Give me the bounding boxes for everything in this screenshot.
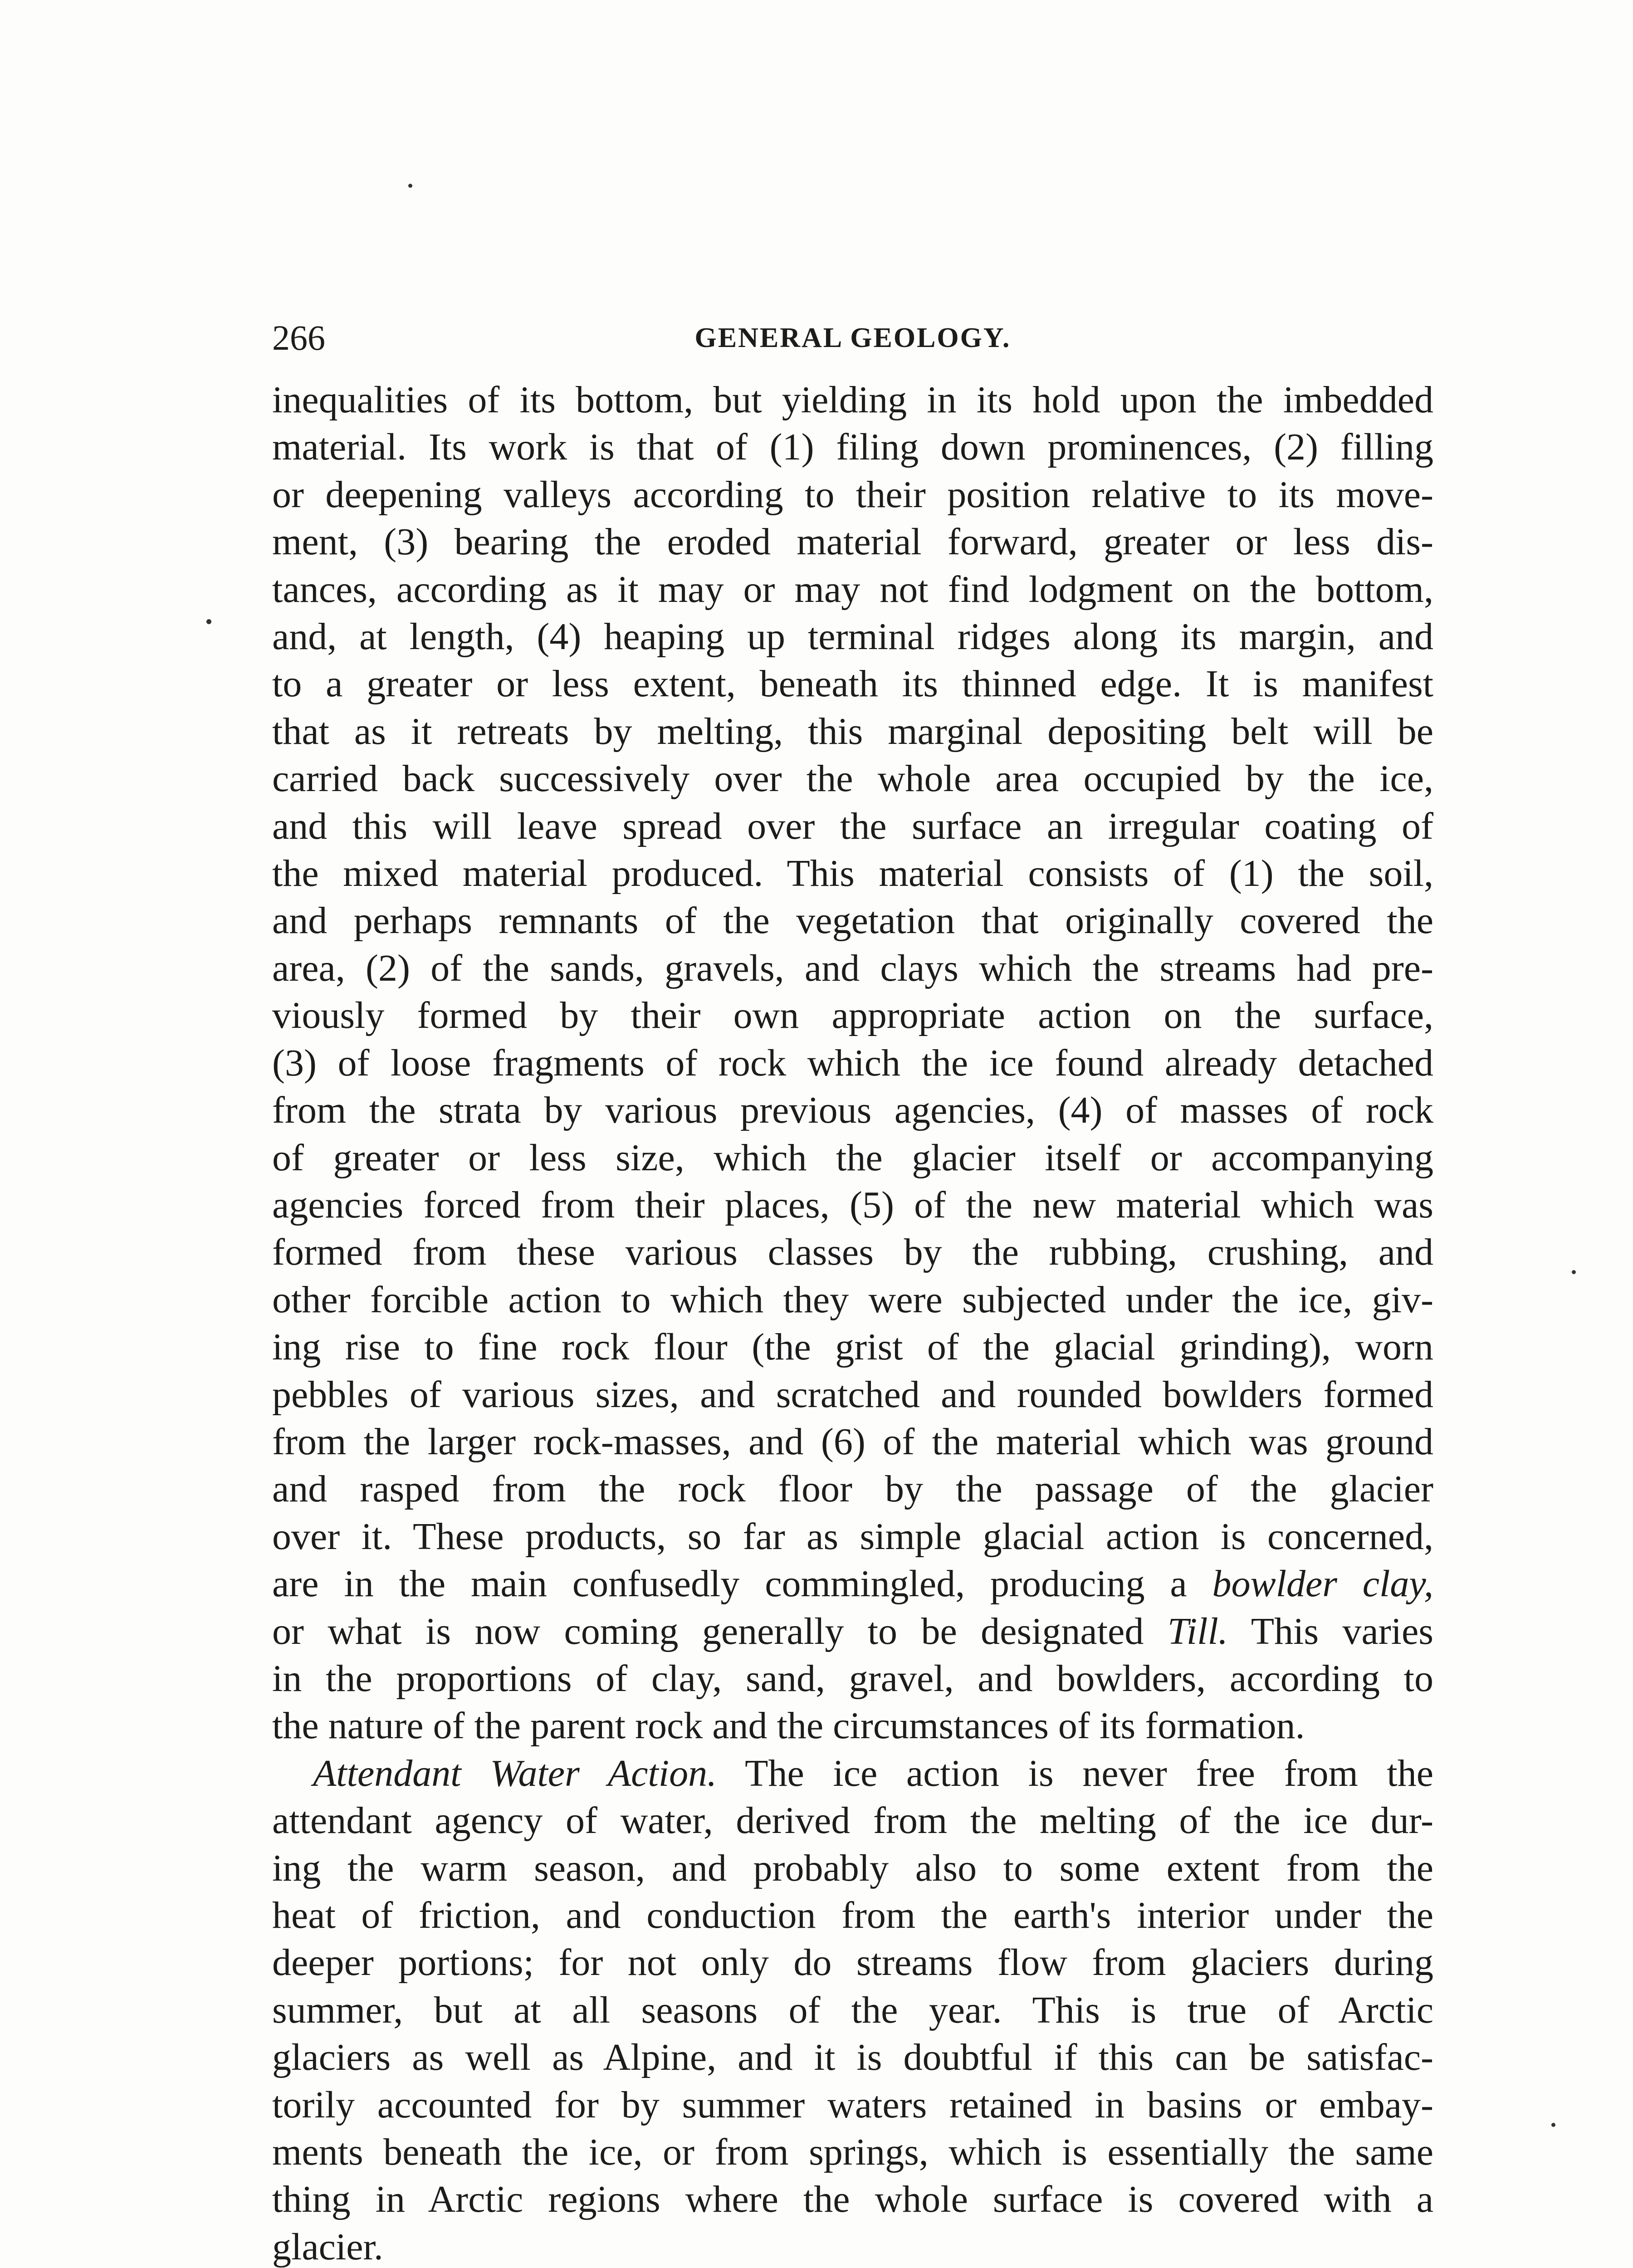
text-run: are in the main confusedly commingled, producing a bbox=[272, 1563, 1213, 1605]
running-head bbox=[272, 313, 1433, 363]
text-line: agencies forced from their places, (5) of the new material which was bbox=[272, 1183, 1433, 1226]
text-line: (3) of loose fragments of rock which the ice found already detached bbox=[272, 1041, 1433, 1084]
text-line: deeper portions; for not only do streams flow from glaciers during bbox=[272, 1941, 1433, 1984]
ink-speck bbox=[1551, 2123, 1555, 2127]
text-line bbox=[272, 1750, 1433, 1797]
body-text bbox=[272, 376, 1433, 2268]
text-line: to a greater or less extent, beneath its thinned edge. It is manifest bbox=[272, 663, 1433, 705]
text-line: and rasped from the rock floor by the passage of the glacier bbox=[272, 1468, 1433, 1510]
text-line: and this will leave spread over the surface an irregular coating of bbox=[272, 805, 1433, 847]
text-line: and, at length, (4) heaping up terminal ridges along its margin, and bbox=[272, 616, 1433, 658]
text-run: or what is now coming generally to be designated bbox=[272, 1610, 1168, 1652]
text-line bbox=[272, 1608, 1433, 1655]
text-line: over it. These products, so far as simple glacial action is concerned, bbox=[272, 1515, 1433, 1558]
text-line: summer, but at all seasons of the year. This is true of Arctic bbox=[272, 1989, 1433, 2031]
text-line: and perhaps remnants of the vegetation that originally covered the bbox=[272, 899, 1433, 942]
paragraph-1 bbox=[272, 376, 1433, 1750]
text-line: torily accounted for by summer waters retained in basins or embay- bbox=[272, 2083, 1433, 2126]
text-line: ing rise to fine rock flour (the grist of the glacial grinding), worn bbox=[272, 1326, 1433, 1369]
ink-speck bbox=[206, 619, 211, 624]
text-line: other forcible action to which they were subjected under the ice, giv- bbox=[272, 1278, 1433, 1321]
text-line: the mixed material produced. This material consists of (1) the soil, bbox=[272, 852, 1433, 895]
text-run: This varies bbox=[1227, 1610, 1433, 1652]
ink-speck bbox=[1572, 1270, 1576, 1274]
italic-term-bowlder-clay: bowlder clay, bbox=[1212, 1563, 1433, 1605]
text-line: ment, (3) bearing the eroded material forward, greater or less dis- bbox=[272, 521, 1433, 563]
text-line: inequalities of its bottom, but yielding in its hold upon the imbedded bbox=[272, 379, 1433, 421]
text-line: glaciers as well as Alpine, and it is doubtful if this can be satisfac- bbox=[272, 2036, 1433, 2079]
text-line bbox=[272, 1560, 1433, 1608]
text-line: ments beneath the ice, or from springs, which is essentially the same bbox=[272, 2131, 1433, 2174]
text-run: The ice action is never free from the bbox=[717, 1752, 1433, 1794]
text-line: from the strata by various previous agencies, (4) of masses of rock bbox=[272, 1089, 1433, 1132]
text-line: carried back successively over the whole area occupied by the ice, bbox=[272, 758, 1433, 800]
text-line: ing the warm season, and probably also to some extent from the bbox=[272, 1847, 1433, 1889]
text-line: viously formed by their own appropriate action on the surface, bbox=[272, 994, 1433, 1037]
text-line: glacier. bbox=[272, 2225, 383, 2268]
text-line: of greater or less size, which the glacier itself or accompanying bbox=[272, 1136, 1433, 1179]
text-line: tances, according as it may or may not find lodgment on the bottom, bbox=[272, 568, 1433, 611]
ink-speck bbox=[408, 184, 412, 188]
paragraph-2 bbox=[272, 1750, 1433, 2268]
text-line: area, (2) of the sands, gravels, and clays which the streams had pre- bbox=[272, 947, 1433, 989]
text-line: thing in Arctic regions where the whole surface is covered with a bbox=[272, 2178, 1433, 2221]
text-line: from the larger rock-masses, and (6) of the material which was ground bbox=[272, 1420, 1433, 1463]
text-line: or deepening valleys according to their position relative to its move- bbox=[272, 473, 1433, 516]
text-line: the nature of the parent rock and the circumstances of its formation. bbox=[272, 1705, 1305, 1747]
text-line: heat of friction, and conduction from the earth's interior under the bbox=[272, 1894, 1433, 1936]
page-number: 266 bbox=[272, 318, 325, 357]
text-line: that as it retreats by melting, this marginal depositing belt will be bbox=[272, 710, 1433, 753]
text-line: pebbles of various sizes, and scratched and rounded bowlders formed bbox=[272, 1373, 1433, 1416]
text-line: attendant agency of water, derived from the melting of the ice dur- bbox=[272, 1799, 1433, 1842]
section-heading: Attendant Water Action. bbox=[313, 1752, 717, 1794]
running-title: GENERAL GEOLOGY. bbox=[694, 323, 1011, 353]
text-line: formed from these various classes by the rubbing, crushing, and bbox=[272, 1231, 1433, 1274]
italic-term-till: Till. bbox=[1167, 1610, 1228, 1652]
text-line: material. Its work is that of (1) filing down prominences, (2) filling bbox=[272, 426, 1433, 469]
text-line: in the proportions of clay, sand, gravel, and bowlders, according to bbox=[272, 1657, 1433, 1700]
